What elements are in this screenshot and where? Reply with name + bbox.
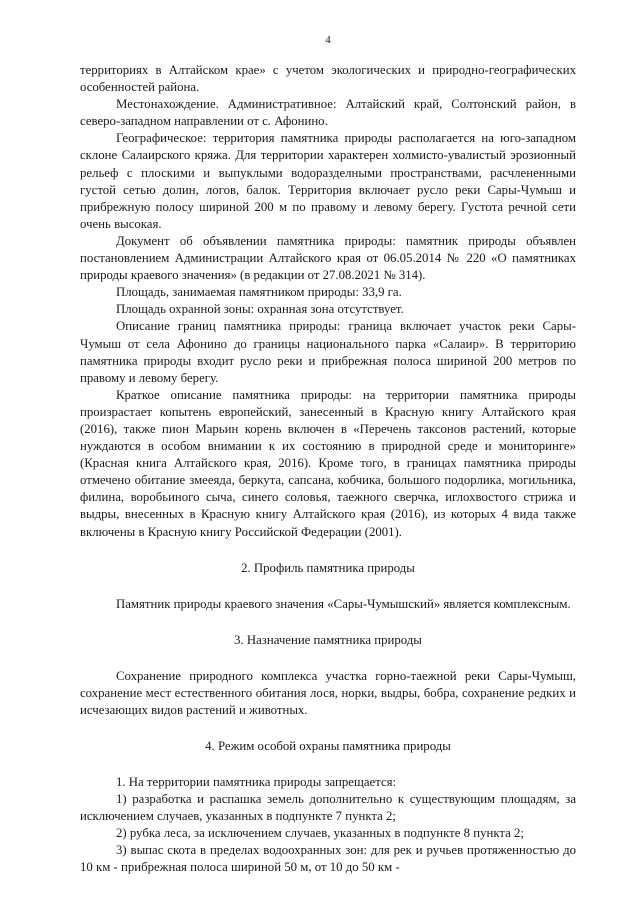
document-body — [80, 62, 576, 877]
paragraph-area: Площадь, занимаемая памятником природы: 33,9 га. — [116, 285, 402, 300]
paragraph-location-geo: Географическое: территория памятника природы располагается на юго-западном склоне Салаирского кряжа. Для территории характерен холмисто-увалистый эрозионный рельеф с плоскими и выпуклыми водоразделными пространствами, расчлененными густой сетью долин, логов, балок. Территория включает русло реки Сары-Чумыш и прибрежную полосу шириной 200 м по правому и левому берегу. Густота речной сети очень высокая. — [80, 131, 576, 231]
paragraph-purpose: Сохранение природного комплекса участка горно-таежной реки Сары-Чумыш, сохранение мест естественного обитания лося, норки, выдры, бобра, сохранение редких и исчезающих видов растений и животных. — [80, 668, 576, 717]
list-item-prohibited-3: 3) выпас скота в пределах водоохранных зон: для рек и ручьев протяженностью до 10 км - прибрежная полоса шириной 50 м, от 10 до 50 км - — [80, 843, 576, 875]
section-heading-protection-regime: 4. Режим особой охраны памятника природы — [205, 739, 451, 753]
paragraph-continuation: территориях в Алтайском крае» с учетом экологических и природно-географических особенностей района. — [80, 63, 576, 95]
list-item-prohibited-1: 1) разработка и распашка земель дополнительно к существующим площадям, за исключением случаев, указанных в подпункте 7 пункта 2; — [80, 792, 576, 824]
paragraph-profile: Памятник природы краевого значения «Сары-Чумышский» является комплексным. — [116, 596, 571, 611]
paragraph-buffer-zone: Площадь охранной зоны: охранная зона отсутствует. — [116, 302, 404, 317]
section-heading-profile: 2. Профиль памятника природы — [241, 560, 415, 575]
paragraph-location-admin: Местонахождение. Административное: Алтайский край, Солтонский район, в северо-западном направлении от с. Афонино. — [80, 97, 576, 129]
paragraph-brief-description: Краткое описание памятника природы: на территории памятника природы произрастает копытень европейский, занесенный в Красную книгу Алтайского края (2016), также пион Марьин корень включен в «Перечень таксонов растений, которые нуждаются в особом внимании к их состоянию в природной среде и мониторинге» (Красная книга Алтайского края, 2016). Кроме того, в границах памятника природы отмечено обитание змееяда, беркута, сапсана, кобчика, большого подорлика, могильника, филина, воробьиного сыча, синего соловья, таежного сверчка, иглохвостого стрижа и выдры, внесенных в Красную книгу Алтайского края (2016), из которых 4 вида также включены в Красную книгу Российской Федерации (2001). — [80, 387, 576, 539]
page-number: 4 — [325, 34, 331, 46]
section-heading-purpose: 3. Назначение памятника природы — [234, 632, 422, 647]
list-item-prohibited-intro: 1. На территории памятника природы запрещается: — [116, 775, 397, 789]
list-item-prohibited-2: 2) рубка леса, за исключением случаев, указанных в подпункте 8 пункта 2; — [116, 826, 524, 841]
paragraph-establishing-document: Документ об объявлении памятника природы: памятник природы объявлен постановлением Администрации Алтайского края от 06.05.2014 № 220 «О памятниках природы краевого значения» (в редакции от 27.08.2021 № 314). — [80, 233, 576, 283]
paragraph-boundaries: Описание границ памятника природы: граница включает участок реки Сары-Чумыш от села Афонино до границы национального парка «Салаир». В территорию памятника природы входит русло реки и прибрежная полоса шириной 200 метров по правому и левому берегу. — [80, 319, 576, 385]
